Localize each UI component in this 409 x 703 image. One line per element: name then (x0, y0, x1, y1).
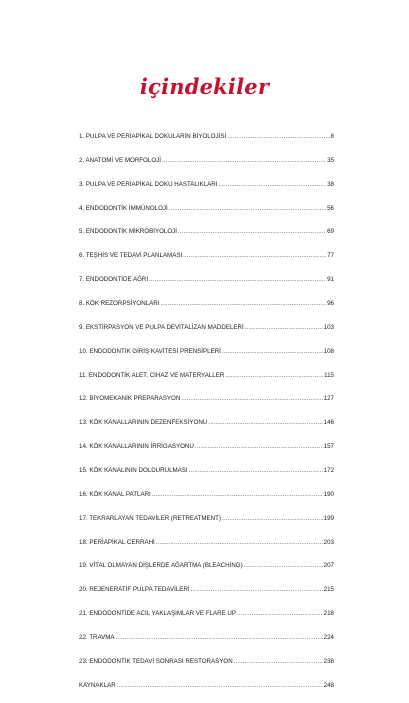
toc-entry-page: 215 (323, 586, 334, 594)
toc-entry-label: 8. KÖK REZORPSİYONLARI (79, 300, 160, 308)
toc-entry-page: 38 (327, 180, 334, 188)
toc-entry[interactable] (79, 249, 334, 262)
toc-entry-label: 6. TEŞHİS VE TEDAVİ PLANLAMASI (79, 252, 183, 260)
toc-entry[interactable] (79, 679, 334, 692)
toc-entry[interactable] (79, 273, 334, 286)
toc-entry-label: 5. ENDODONTİK MİKROBİYOLOJİ (79, 228, 177, 236)
toc-entry-label: 4. ENDODONTİK İMMÜNOLOJİ (79, 204, 168, 212)
toc-entry-label: 13. KÖK KANALLARININ DEZENFEKSİYONU (79, 419, 208, 427)
toc-entry[interactable] (79, 297, 334, 310)
table-of-contents (79, 130, 334, 703)
toc-entry-page: 103 (323, 323, 334, 331)
toc-entry-label: 12. BİYOMEKANİK PREPARASYON (79, 395, 181, 403)
dot-leader (222, 512, 323, 525)
toc-entry-page: 35 (327, 156, 334, 164)
dot-leader (195, 440, 323, 453)
dot-leader (208, 416, 322, 429)
toc-entry-label: 7. ENDODONTİDE AĞRI (79, 276, 149, 284)
toc-entry[interactable] (79, 321, 334, 334)
toc-entry-label: 1. PULPA VE PERİAPİKAL DOKULARIN BİYOLOJİSİ (79, 133, 227, 140)
toc-entry[interactable] (79, 536, 334, 549)
toc-entry-page: 69 (327, 228, 334, 236)
toc-entry[interactable] (79, 130, 334, 143)
dot-leader (169, 202, 326, 215)
dot-leader (191, 583, 323, 596)
toc-entry-label: 20. REJENERATİF PULPA TEDAVİLERİ (79, 586, 190, 594)
toc-entry-label: KAYNAKLAR (79, 681, 116, 689)
toc-entry-page: 172 (323, 467, 334, 475)
toc-entry-label: 21. ENDODONTİDE ACİL YAKLAŞIMLAR VE FLARE UP (79, 610, 237, 618)
toc-entry-page: 238 (323, 657, 334, 665)
toc-entry[interactable] (79, 178, 334, 191)
toc-entry-page: 203 (323, 538, 334, 546)
dot-leader (116, 631, 323, 644)
toc-entry-page: 127 (323, 395, 334, 403)
toc-entry-page: 224 (323, 634, 334, 642)
toc-entry-label: 18. PERİAPİKAL CERRAHİ (79, 538, 155, 546)
toc-entry-page: 157 (323, 443, 334, 451)
toc-entry-page: 91 (327, 276, 334, 284)
toc-entry-page: 77 (327, 252, 334, 260)
dot-leader (162, 154, 326, 167)
dot-leader (234, 655, 323, 668)
toc-entry-label: 19. VİTAL OLMAYAN DİŞLERDE AĞARTMA (BLEACHİNG) (79, 562, 243, 570)
toc-entry[interactable] (79, 202, 334, 215)
dot-leader (227, 130, 329, 143)
toc-entry-page: 207 (323, 562, 334, 570)
toc-entry-label: 17. TEKRARLAYAN TEDAVİLER (RETREATMENT) (79, 514, 221, 522)
toc-entry-page: 248 (323, 681, 334, 689)
toc-entry[interactable] (79, 512, 334, 525)
toc-entry[interactable] (79, 559, 334, 572)
toc-entry[interactable] (79, 607, 334, 620)
toc-entry-page: 190 (323, 490, 334, 498)
toc-entry[interactable] (79, 655, 334, 668)
page-title: içindekiler (139, 74, 270, 99)
toc-entry[interactable] (79, 225, 334, 238)
dot-leader (152, 488, 323, 501)
dot-leader (178, 225, 326, 238)
dot-leader (245, 321, 323, 334)
toc-entry[interactable] (79, 345, 334, 358)
toc-entry-label: 15. KÖK KANALININ DOLDURULMASI (79, 467, 188, 475)
toc-entry[interactable] (79, 416, 334, 429)
dot-leader (189, 464, 323, 477)
toc-entry[interactable] (79, 464, 334, 477)
dot-leader (149, 273, 326, 286)
toc-entry[interactable] (79, 392, 334, 405)
toc-entry-page: 218 (323, 610, 334, 618)
toc-entry-page: 199 (323, 514, 334, 522)
dot-leader (237, 607, 323, 620)
toc-entry-label: 16. KÖK KANAL PATLARI (79, 490, 151, 498)
toc-entry-label: 9. EKSTİRPASYON VE PULPA DEVİTALİZAN MADDELERİ (79, 323, 244, 331)
toc-entry-label: 3. PULPA VE PERİAPİKAL DOKU HASTALIKLARI (79, 180, 218, 188)
dot-leader (225, 369, 323, 382)
dot-leader (222, 345, 323, 358)
dot-leader (244, 559, 323, 572)
toc-entry-page: 96 (327, 300, 334, 308)
dot-leader (183, 249, 326, 262)
toc-entry-page: 146 (323, 419, 334, 427)
toc-entry[interactable] (79, 488, 334, 501)
toc-entry[interactable] (79, 440, 334, 453)
dot-leader (117, 679, 323, 692)
toc-entry-page: 108 (323, 347, 334, 355)
toc-entry[interactable] (79, 154, 334, 167)
toc-entry[interactable] (79, 583, 334, 596)
toc-entry[interactable] (79, 369, 334, 382)
toc-entry-page: 8 (330, 133, 334, 140)
dot-leader (160, 297, 326, 310)
toc-entry[interactable] (79, 631, 334, 644)
toc-entry-label: 2. ANATOMİ VE MORFOLOJİ (79, 156, 161, 164)
toc-entry-page: 56 (327, 204, 334, 212)
toc-entry-label: 23. ENDODONTİK TEDAVİ SONRASI RESTORASYON (79, 657, 233, 665)
dot-leader (156, 536, 323, 549)
toc-entry-label: 10. ENDODONTİK GİRİŞ KAVİTESİ PRENSİPLERİ (79, 347, 221, 355)
toc-entry-label: 11. ENDODONTİK ALET, CİHAZ VE MATERYALLER (79, 371, 225, 379)
toc-entry-label: 22. TRAVMA (79, 634, 115, 642)
toc-entry-page: 115 (324, 371, 334, 379)
toc-entry-label: 14. KÖK KANALLARININ İRRİGASYONU (79, 443, 194, 451)
dot-leader (218, 178, 326, 191)
dot-leader (181, 392, 322, 405)
